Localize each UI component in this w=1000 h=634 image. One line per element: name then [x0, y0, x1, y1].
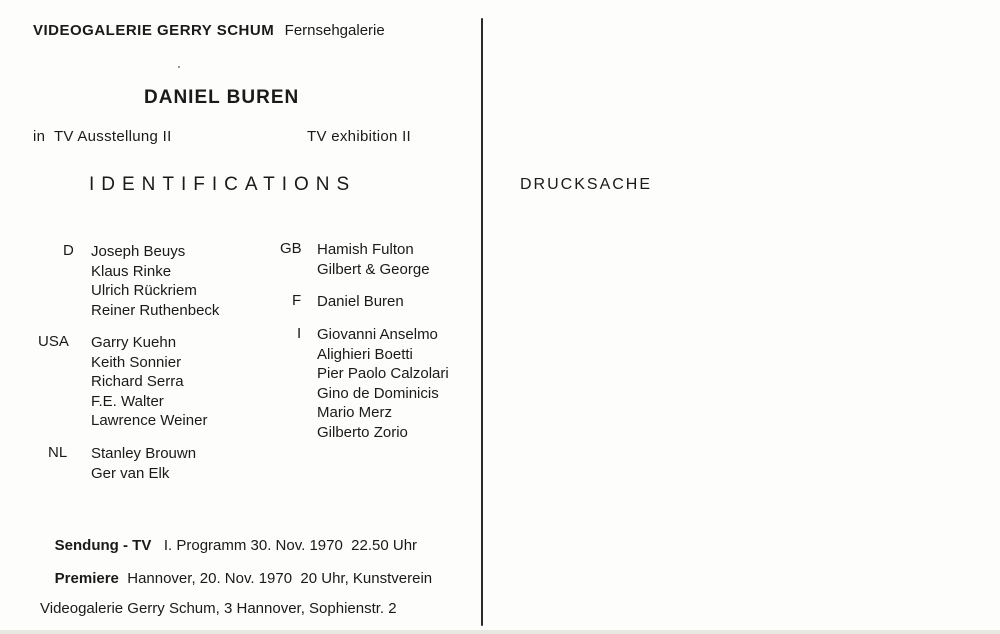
work-title: IDENTIFICATIONS [89, 174, 357, 195]
artist-list-nl [91, 444, 196, 483]
artist-name: Gilbert & George [317, 260, 430, 278]
country-code-f: F [292, 292, 302, 309]
country-code-nl: NL [48, 444, 68, 461]
artist-name: Garry Kuehn [91, 334, 177, 351]
artist-name: Giovanni Anselmo [317, 326, 438, 343]
premiere-text: Hannover, 20. Nov. 1970 20 Uhr, Kunstverein [127, 570, 433, 587]
artist-name: Lawrence Weiner [91, 412, 208, 429]
country-code-d: D [63, 242, 74, 259]
country-code-gb: GB [280, 240, 302, 257]
artist-list-usa [91, 333, 207, 431]
artist-name: Joseph Beuys [91, 243, 186, 260]
artist-name: Keith Sonnier [91, 353, 182, 371]
print-speck [178, 66, 180, 68]
gallery-name: VIDEOGALERIE GERRY SCHUM [33, 22, 275, 39]
artist-title: DANIEL BUREN [144, 87, 300, 108]
broadcast-label: Sendung - TV [54, 537, 152, 554]
header [33, 22, 385, 40]
card-edge [0, 630, 1000, 634]
sender-address: Videogalerie Gerry Schum, 3 Hannover, Sophienstr. 2 [40, 600, 397, 617]
artist-name: Reiner Ruthenbeck [91, 301, 220, 319]
broadcast-text: I. Programm 30. Nov. 1970 22.50 Uhr [163, 537, 418, 554]
artist-name: Klaus Rinke [91, 262, 172, 280]
artist-name: Gino de Dominicis [317, 384, 439, 402]
artist-name: Daniel Buren [317, 293, 404, 310]
artist-name: Hamish Fulton [317, 241, 414, 258]
artist-list-gb [317, 240, 430, 279]
country-code-usa: USA [38, 333, 69, 350]
artist-name: Richard Serra [91, 373, 184, 390]
artist-list-f [317, 292, 404, 312]
gallery-type: Fernsehgalerie [284, 22, 385, 39]
artist-name: Pier Paolo Calzolari [317, 365, 449, 382]
artist-list-i [317, 325, 449, 442]
artist-name: Ulrich Rückriem [91, 282, 197, 299]
artist-name: Stanley Brouwn [91, 445, 197, 462]
premiere-label: Premiere [54, 570, 119, 587]
artist-name: Ger van Elk [91, 464, 170, 482]
artist-name: Alighieri Boetti [317, 345, 413, 363]
premiere-line [38, 553, 432, 604]
artist-name: Gilberto Zorio [317, 423, 408, 441]
postal-mark: DRUCKSACHE [520, 176, 653, 193]
country-code-i: I [297, 325, 302, 342]
subtitle-german: in TV Ausstellung II [33, 128, 172, 145]
card-divider [481, 18, 483, 626]
artist-name: F.E. Walter [91, 392, 164, 410]
artist-name: Mario Merz [317, 404, 393, 421]
subtitle-english: TV exhibition II [307, 128, 412, 145]
artist-list-d [91, 242, 219, 320]
